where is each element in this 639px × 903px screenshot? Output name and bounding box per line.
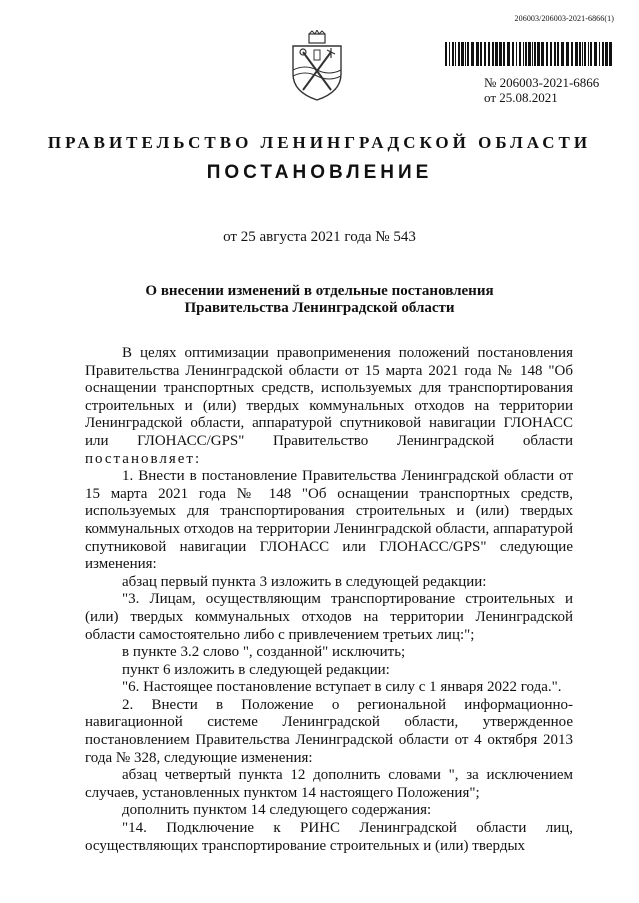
- body-paragraph: дополнить пунктом 14 следующего содержания:: [122, 802, 432, 819]
- barcode-bar: [488, 42, 490, 66]
- barcode-bar: [492, 42, 494, 66]
- barcode-bar: [588, 42, 589, 66]
- barcode-bar: [584, 42, 586, 66]
- title-line-1: О внесении изменений в отдельные постановления: [145, 283, 494, 299]
- barcode-bar: [599, 42, 600, 66]
- barcode-bar: [480, 42, 482, 66]
- barcode-bar: [554, 42, 556, 66]
- registration-number: № 206003-2021-6866: [484, 75, 600, 90]
- barcode-bar: [525, 42, 527, 66]
- barcode-bar: [465, 42, 466, 66]
- barcode-bar: [455, 42, 456, 66]
- barcode-bar: [550, 42, 552, 66]
- body-paragraph: 2. Внести в Положение о региональной информационно-навигационной системе Ленинградской области, утвержденное постановлением Правительства Ленинградской области от 4 октября 2013 года № 328, следующие изменения:: [85, 696, 573, 766]
- preamble-text: В целях оптимизации правоприменения положений постановления Правительства Ленинградской области от 15 марта 2021 года № 148 "Об оснащении транспортных средств, используемых для транспортирования строительных и (или) твердых коммунальных отходов на территории Ленинградской области, аппаратурой спутниковой навигации ГЛОНАСС или ГЛОНАСС/GPS" Правительство Ленинградской области: [85, 345, 573, 449]
- barcode-bar: [594, 42, 597, 66]
- barcode-bar: [449, 42, 450, 66]
- barcode-bar: [507, 42, 510, 66]
- barcode-bar: [528, 42, 531, 66]
- barcode-bar: [471, 42, 474, 66]
- barcode-bar: [484, 42, 486, 66]
- body-paragraph: "3. Лицам, осуществляющим транспортирование строительных и (или) твердых коммунальных отходов на территории Ленинградской области самостоятельно либо с привлечением третьих лиц:";: [85, 591, 573, 643]
- document-date-number: от 25 августа 2021 года № 543: [223, 229, 416, 245]
- barcode-bar: [546, 42, 548, 66]
- barcode-bar: [499, 42, 502, 66]
- barcode-bar: [516, 42, 517, 66]
- document-code: 206003/206003-2021-6866(1): [514, 14, 614, 23]
- barcode-bar: [495, 42, 498, 66]
- body-paragraph: "14. Подключение к РИНС Ленинградской области лиц, осуществляющих транспортирование строительных и (или) твердых: [85, 820, 573, 854]
- barcode-bar: [532, 42, 533, 66]
- body-paragraph: в пункте 3.2 слово ", созданной" исключить;: [122, 644, 406, 661]
- barcode-bar: [579, 42, 581, 66]
- barcode-bar: [575, 42, 578, 66]
- coat-of-arms-icon: [287, 30, 347, 102]
- title-line-2: Правительства Ленинградской области: [184, 300, 455, 316]
- resolves-text: постановляет:: [85, 450, 202, 467]
- barcode-bar: [461, 42, 464, 66]
- barcode-bar: [561, 42, 564, 66]
- barcode-bar: [541, 42, 544, 66]
- barcode-bar: [452, 42, 454, 66]
- body-paragraph: абзац четвертый пункта 12 дополнить словами ", за исключением случаев, установленных пунктом 14 настоящего Положения";: [85, 767, 573, 801]
- barcode-bar: [566, 42, 569, 66]
- body-paragraph: 1. Внести в постановление Правительства Ленинградской области от 15 марта 2021 года № 148 "Об оснащении транспортных средств, используемых для транспортирования строительных и (или) твердых коммунальных отходов на территории Ленинградской области, аппаратурой спутниковой навигации ГЛОНАСС или ГЛОНАСС/GPS" следующие изменения:: [85, 468, 573, 573]
- barcode-bar: [503, 42, 505, 66]
- barcode-bar: [590, 42, 592, 66]
- barcode-bar: [609, 42, 612, 66]
- barcode-bar: [602, 42, 604, 66]
- body-paragraph: "6. Настоящее постановление вступает в силу с 1 января 2022 года.".: [122, 679, 562, 696]
- document-kind: ПОСТАНОВЛЕНИЕ: [206, 162, 433, 183]
- barcode-bar: [582, 42, 583, 66]
- registration-block: [484, 75, 599, 105]
- barcode-bar: [476, 42, 479, 66]
- barcode-bar: [467, 42, 469, 66]
- barcode-bar: [512, 42, 514, 66]
- body-paragraph: пункт 6 изложить в следующей редакции:: [122, 661, 390, 678]
- body-paragraph: абзац первый пункта 3 изложить в следующей редакции:: [122, 573, 487, 590]
- barcode-bar: [571, 42, 573, 66]
- barcode-bar: [519, 42, 521, 66]
- document-body: [85, 345, 573, 855]
- barcode: [445, 42, 615, 66]
- barcode-bar: [458, 42, 460, 66]
- barcode-bar: [537, 42, 540, 66]
- barcode-bar: [557, 42, 559, 66]
- document-title: [0, 283, 639, 317]
- government-name: ПРАВИТЕЛЬСТВО ЛЕНИНГРАДСКОЙ ОБЛАСТИ: [47, 133, 592, 152]
- barcode-bar: [605, 42, 608, 66]
- barcode-bar: [445, 42, 447, 66]
- registration-date: от 25.08.2021: [484, 90, 558, 105]
- barcode-bar: [523, 42, 524, 66]
- barcode-bar: [534, 42, 536, 66]
- preamble-paragraph: [85, 345, 573, 468]
